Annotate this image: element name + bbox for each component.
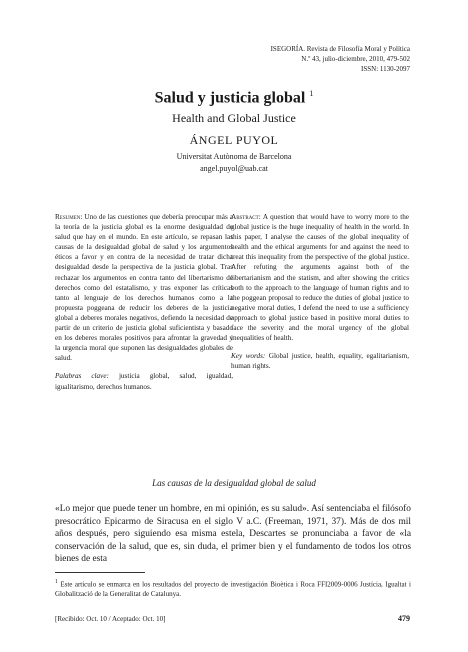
abstract-spanish [55,212,233,392]
paper-title-text: Salud y justicia global [154,89,306,107]
keywords-english [231,351,409,371]
page-number: 479 [398,614,410,623]
journal-header [180,44,410,74]
footnote-mark: 1 [55,579,58,585]
journal-issn: ISSN: 1130-2097 [361,65,410,73]
paper-subtitle: Health and Global Justice [172,111,296,125]
title-footnote-mark: 1 [309,89,314,98]
body-paragraph: «Lo mejor que puede tener un hombre, en mi opinión, es su salud». Así sentenciaba el filósofo presocrático Epicarmo de Siracusa en el siglo V a.C. (Freeman, 1971, 37). Más de dos mil años después, pero siguiendo esa misma estela, Descartes se pronunciaba a favor de «la conservación de la salud, que es, sin duda, el primer bien y el fundamento de todos los otros bienes de esta [55,504,411,564]
keywords-english-text: Global justice, health, equality, egalitarianism, human rights. [231,352,409,371]
abstract-spanish-label: Resumen: [55,213,83,221]
section-heading: Las causas de la desigualdad global de salud [152,478,316,488]
journal-issue: N.º 43, julio-diciembre, 2010, 479-502 [301,55,410,63]
received-dates: [Recibido: Oct. 10 / Aceptado: Oct. 10] [55,615,166,623]
abstract-english-label: Abstract: [231,213,261,221]
author-affiliation-block [0,151,468,175]
abstract-english-body [231,212,409,343]
abstract-spanish-text: Uno de las cuestiones que debería preocupar más a la teoría de la justicia global es la enorme desigualdad de salud que hay en el mundo. En este artículo, se repasan las causas de la desigualdad global de salud y los argumentos éticos a favor y en contra de la necesidad de tratar dicha desigualdad desde la perspectiva de la justicia global. Tras rechazar los argumentos en contra tanto del libertarismo de derechos como del estatalismo, y tras exponer las críticas tanto al lenguaje de los derechos humanos como a la propuesta poggeana de reducir los deberes de la justicia global a deberes morales negativos, defiendo la necesidad de partir de un criterio de justicia global suficientista y basado en los deberes morales positivos para afrontar la gravedad y la urgencia moral que suponen las desigualdades globales de salud. [55,213,233,363]
footnote [55,577,411,599]
author-name: ÁNGEL PUYOL [189,133,279,147]
footnote-divider [55,572,145,573]
author-affiliation: Universitat Autònoma de Barcelona [176,152,292,161]
footnote-text: Este artículo se enmarca en los resultados del proyecto de investigación Bioètica i Roca FFI2009-0006 Justícia, Igualtat i Globalització de la Generalitat de Catalunya. [55,580,411,599]
paper-title [0,89,468,107]
journal-name: ISEGORÍA. Revista de Filosofía Moral y Política [270,45,410,53]
abstract-spanish-body [55,212,233,363]
keywords-spanish-label: Palabras clave: [55,372,109,381]
abstract-english [231,212,409,371]
author-email: angel.puyol@uab.cat [200,164,268,173]
keywords-spanish [55,371,233,391]
abstract-english-text: A question that would have to worry more to the global justice is the huge inequality of health in the world. In this paper, I analyse the causes of the global inequality of health and the ethical arguments for and against the need to treat this inequality from the perspective of the global justice. After refuting the arguments against both of the libertarianism and the statism, and after showing the critics both to the approach to the language of human rights and to the poggean proposal to reduce the duties of global justice to negative moral duties, I defend the need to use a sufficiency approach to global justice based in positive moral duties to face the severity and the moral urgency of the global inequalities of health. [231,213,409,343]
keywords-spanish-text: justicia global, salud, igualdad, igualitarismo, derechos humanos. [55,372,233,391]
keywords-english-label: Key words: [231,352,266,361]
